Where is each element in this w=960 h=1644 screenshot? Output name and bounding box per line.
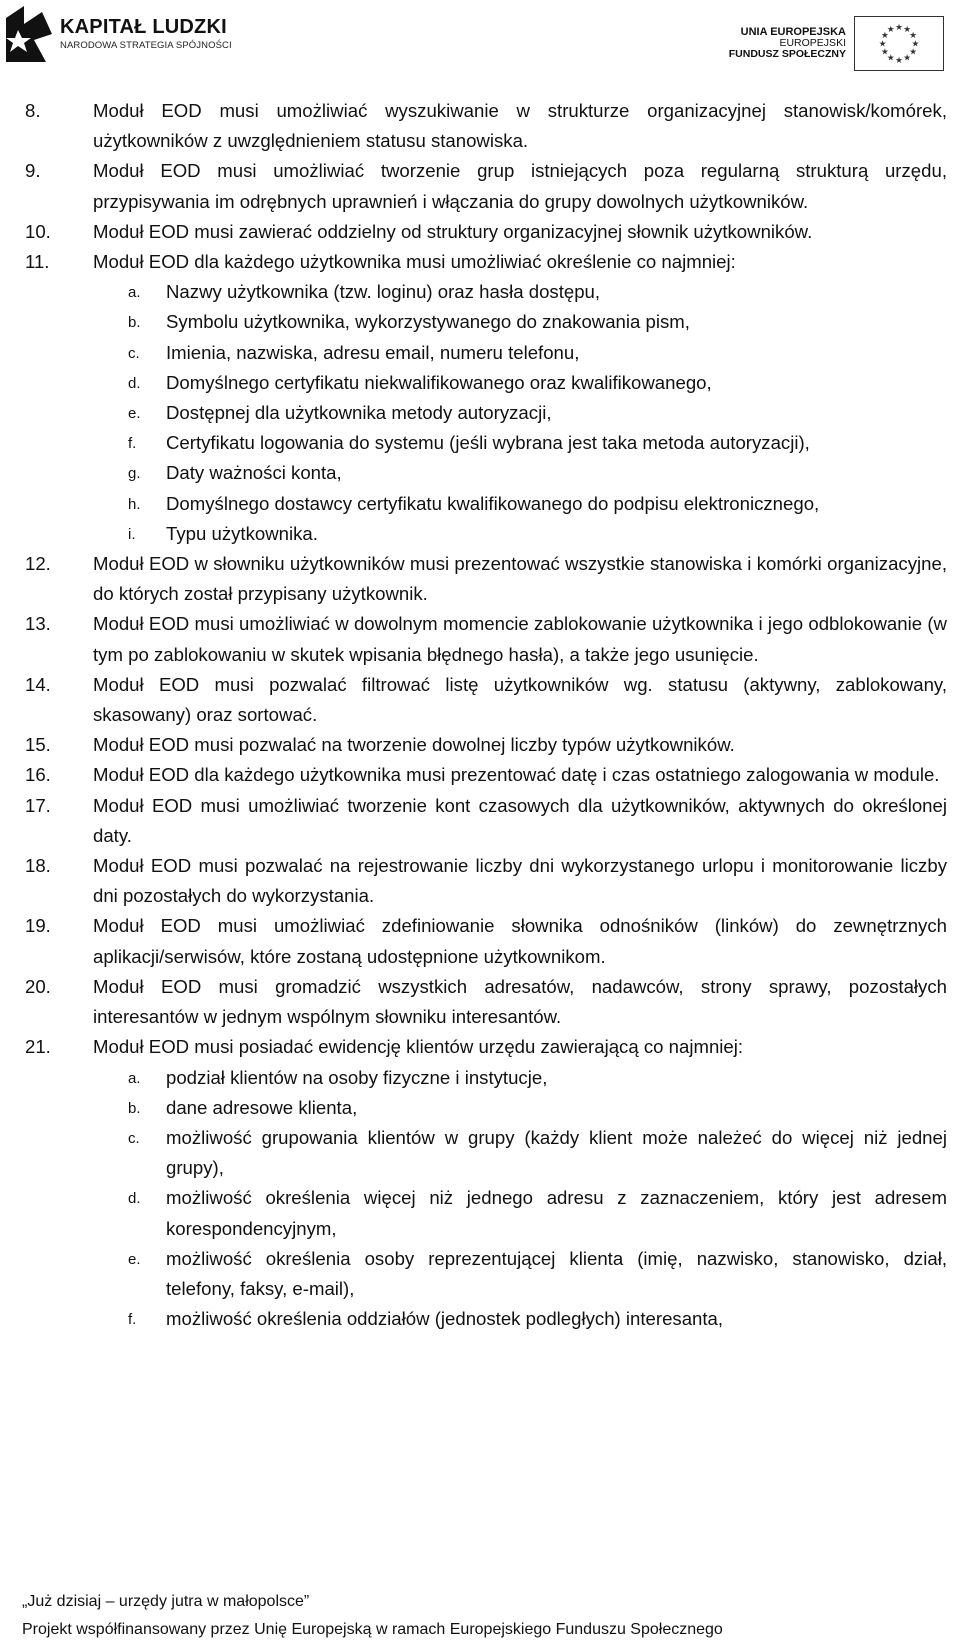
list-item-text: Moduł EOD musi pozwalać filtrować listę użytkowników wg. statusu (aktywny, zablokowany, skasowany) oraz sortować. [93, 673, 947, 726]
sub-list-item [0, 1304, 960, 1334]
sub-list-item-letter: i. [128, 525, 136, 543]
eu-star-icon: ★ [903, 53, 912, 64]
list-item [0, 217, 960, 247]
sub-list-item [0, 338, 960, 368]
list-item [0, 730, 960, 760]
sub-list-item-text: możliwość grupowania klientów w grupy (każdy klient może należeć do więcej niż jednej grupy), [166, 1126, 947, 1179]
sub-list-item [0, 1244, 960, 1304]
list-item [0, 911, 960, 971]
eu-logo-line3: FUNDUSZ SPOŁECZNY [728, 48, 846, 61]
logo-subtitle: NARODOWA STRATEGIA SPÓJNOŚCI [60, 40, 232, 52]
logo-title: KAPITAŁ LUDZKI [60, 16, 227, 39]
kapital-ludzki-emblem-icon [4, 4, 54, 64]
list-item [0, 549, 960, 609]
list-item-number: 18. [25, 855, 51, 877]
page-header [0, 0, 960, 80]
list-item [0, 851, 960, 911]
eu-star-icon: ★ [886, 25, 895, 36]
sub-list-item-text: Domyślnego dostawcy certyfikatu kwalifikowanego do podpisu elektronicznego, [166, 492, 820, 514]
sub-list-item [0, 1063, 960, 1093]
eu-logo-line2: EUROPEJSKI [779, 37, 846, 50]
sub-list-item-letter: f. [128, 1311, 137, 1329]
sub-list [0, 1063, 960, 1335]
list-item-number: 9. [25, 160, 41, 182]
eu-logo [729, 16, 944, 71]
sub-list-item [0, 277, 960, 307]
sub-list-item-letter: c. [128, 1129, 140, 1147]
list-item-number: 19. [25, 915, 51, 937]
list-item [0, 609, 960, 669]
list-item-number: 11. [25, 251, 50, 273]
eu-star-icon: ★ [909, 47, 918, 58]
sub-list-item-text: Nazwy użytkownika (tzw. loginu) oraz hasła dostępu, [166, 281, 601, 303]
list-item-text: Moduł EOD musi umożliwiać wyszukiwanie w strukturze organizacyjnej stanowisk/komórek, użytkowników z uwzględnieniem statusu stanowiska. [93, 100, 947, 152]
list-item-text: Moduł EOD musi umożliwiać tworzenie grup istniejących poza regularną strukturą urzędu, przypisywania im odrębnych uprawnień i włączania do grupy dowolnych użytkowników. [93, 160, 947, 212]
sub-list-item-letter: f. [128, 435, 137, 453]
list-item-text: Moduł EOD musi umożliwiać zdefiniowanie słownika odnośników (linków) do zewnętrznych aplikacji/serwisów, które zostaną udostępnione użytkownikom. [93, 915, 947, 967]
sub-list-item [0, 458, 960, 488]
list-item-text: Moduł EOD musi umożliwiać tworzenie kont czasowych dla użytkowników, aktywnych do określonej daty. [93, 794, 947, 846]
sub-list-item-text: Imienia, nazwiska, adresu email, numeru telefonu, [166, 341, 580, 363]
sub-list-item [0, 1183, 960, 1243]
sub-list-item [0, 489, 960, 519]
sub-list-item-letter: c. [128, 344, 140, 362]
eu-star-icon: ★ [895, 55, 903, 66]
document-body [0, 96, 960, 1334]
list-item-text: Moduł EOD musi zawierać oddzielny od struktury organizacyjnej słownik użytkowników. [93, 220, 813, 242]
eu-star-icon: ★ [880, 31, 889, 42]
list-item-text: Moduł EOD musi posiadać ewidencję klientów urzędu zawierającą co najmniej: [93, 1036, 744, 1058]
sub-list-item-text: możliwość określenia oddziałów (jednostek podległych) interesanta, [166, 1308, 724, 1330]
eu-star-icon: ★ [895, 23, 903, 34]
list-item-text: Moduł EOD musi umożliwiać w dowolnym momencie zablokowanie użytkownika i jego odblokowanie (w tym po zablokowaniu w skutek wpisania błędnego hasła), a także jego usunięcie. [93, 613, 947, 665]
list-item-text: Moduł EOD dla każdego użytkownika musi umożliwiać określenie co najmniej: [93, 251, 736, 273]
sub-list-item [0, 1093, 960, 1123]
eu-star-icon: ★ [878, 39, 887, 50]
sub-list-item [0, 307, 960, 337]
eu-star-icon: ★ [903, 25, 912, 36]
sub-list-item-letter: d. [128, 374, 141, 392]
requirements-list [0, 96, 960, 1334]
list-item [0, 247, 960, 277]
list-item-number: 12. [25, 553, 51, 575]
list-item-number: 21. [25, 1036, 51, 1058]
sub-list-item-letter: e. [128, 405, 141, 423]
list-item [0, 760, 960, 790]
list-item-text: Moduł EOD musi gromadzić wszystkich adresatów, nadawców, strony sprawy, pozostałych interesantów w jednym wspólnym słowniku interesantów. [93, 975, 947, 1028]
list-item-number: 20. [25, 975, 51, 997]
kapital-ludzki-logo [4, 4, 232, 64]
sub-list-item-letter: b. [128, 1099, 141, 1117]
footer-motto: „Już dzisiaj – urzędy jutra w małopolsce” [22, 1593, 310, 1610]
sub-list-item-text: podział klientów na osoby fizyczne i instytucje, [166, 1066, 548, 1088]
sub-list-item-letter: a. [128, 1069, 141, 1087]
sub-list-item [0, 428, 960, 458]
sub-list-item [0, 1123, 960, 1183]
list-item [0, 156, 960, 216]
list-item-number: 15. [25, 734, 51, 756]
list-item-text: Moduł EOD musi pozwalać na tworzenie dowolnej liczby typów użytkowników. [93, 734, 735, 756]
sub-list-item-text: Typu użytkownika. [166, 522, 318, 544]
sub-list-item-text: możliwość określenia więcej niż jednego adresu z zaznaczeniem, który jest adresem korespondencyjnym, [166, 1187, 947, 1239]
sub-list-item-letter: g. [128, 465, 141, 483]
list-item-text: Moduł EOD dla każdego użytkownika musi prezentować datę i czas ostatniego zalogowania w module. [93, 764, 940, 786]
list-item [0, 791, 960, 851]
list-item-number: 16. [25, 764, 51, 786]
sub-list-item-text: Certyfikatu logowania do systemu (jeśli wybrana jest taka metoda autoryzacji), [166, 432, 810, 454]
sub-list-item-text: Dostępnej dla użytkownika metody autoryzacji, [166, 402, 552, 424]
eu-flag-icon [854, 16, 944, 71]
eu-star-icon: ★ [880, 47, 889, 58]
eu-logo-line1: UNIA EUROPEJSKA [740, 25, 846, 38]
sub-list-item-text: Symbolu użytkownika, wykorzystywanego do znakowania pism, [166, 311, 690, 333]
sub-list-item-letter: b. [128, 314, 141, 332]
eu-star-icon: ★ [909, 31, 918, 42]
eu-star-icon: ★ [911, 39, 920, 50]
sub-list-item-letter: a. [128, 284, 141, 302]
sub-list-item-letter: h. [128, 495, 141, 513]
footer-cofinance: Projekt współfinansowany przez Unię Europejską w ramach Europejskiego Funduszu Społecznego [22, 1621, 723, 1638]
sub-list-item-text: Daty ważności konta, [166, 462, 342, 484]
list-item-number: 14. [25, 673, 51, 695]
list-item-number: 8. [25, 100, 41, 121]
sub-list-item [0, 398, 960, 428]
list-item-text: Moduł EOD w słowniku użytkowników musi prezentować wszystkie stanowiska i komórki organizacyjne, do których został przypisany użytkownik. [93, 553, 947, 605]
eu-star-icon: ★ [886, 53, 895, 64]
sub-list-item-letter: e. [128, 1250, 141, 1268]
page-footer [22, 1588, 952, 1644]
list-item-number: 13. [25, 613, 51, 635]
list-item-number: 10. [25, 220, 51, 242]
list-item-text: Moduł EOD musi pozwalać na rejestrowanie liczby dni wykorzystanego urlopu i monitorowanie liczby dni pozostałych do wykorzystania. [93, 855, 947, 907]
sub-list-item-text: dane adresowe klienta, [166, 1096, 358, 1118]
list-item [0, 670, 960, 730]
sub-list [0, 277, 960, 549]
sub-list-item [0, 368, 960, 398]
list-item-number: 17. [25, 794, 51, 816]
sub-list-item-letter: d. [128, 1190, 141, 1208]
list-item [0, 972, 960, 1032]
sub-list-item-text: możliwość określenia osoby reprezentującej klienta (imię, nazwisko, stanowisko, dział, telefony, faksy, e-mail), [166, 1247, 947, 1299]
sub-list-item [0, 519, 960, 549]
list-item [0, 1032, 960, 1062]
sub-list-item-text: Domyślnego certyfikatu niekwalifikowanego oraz kwalifikowanego, [166, 371, 712, 393]
list-item [0, 96, 960, 156]
